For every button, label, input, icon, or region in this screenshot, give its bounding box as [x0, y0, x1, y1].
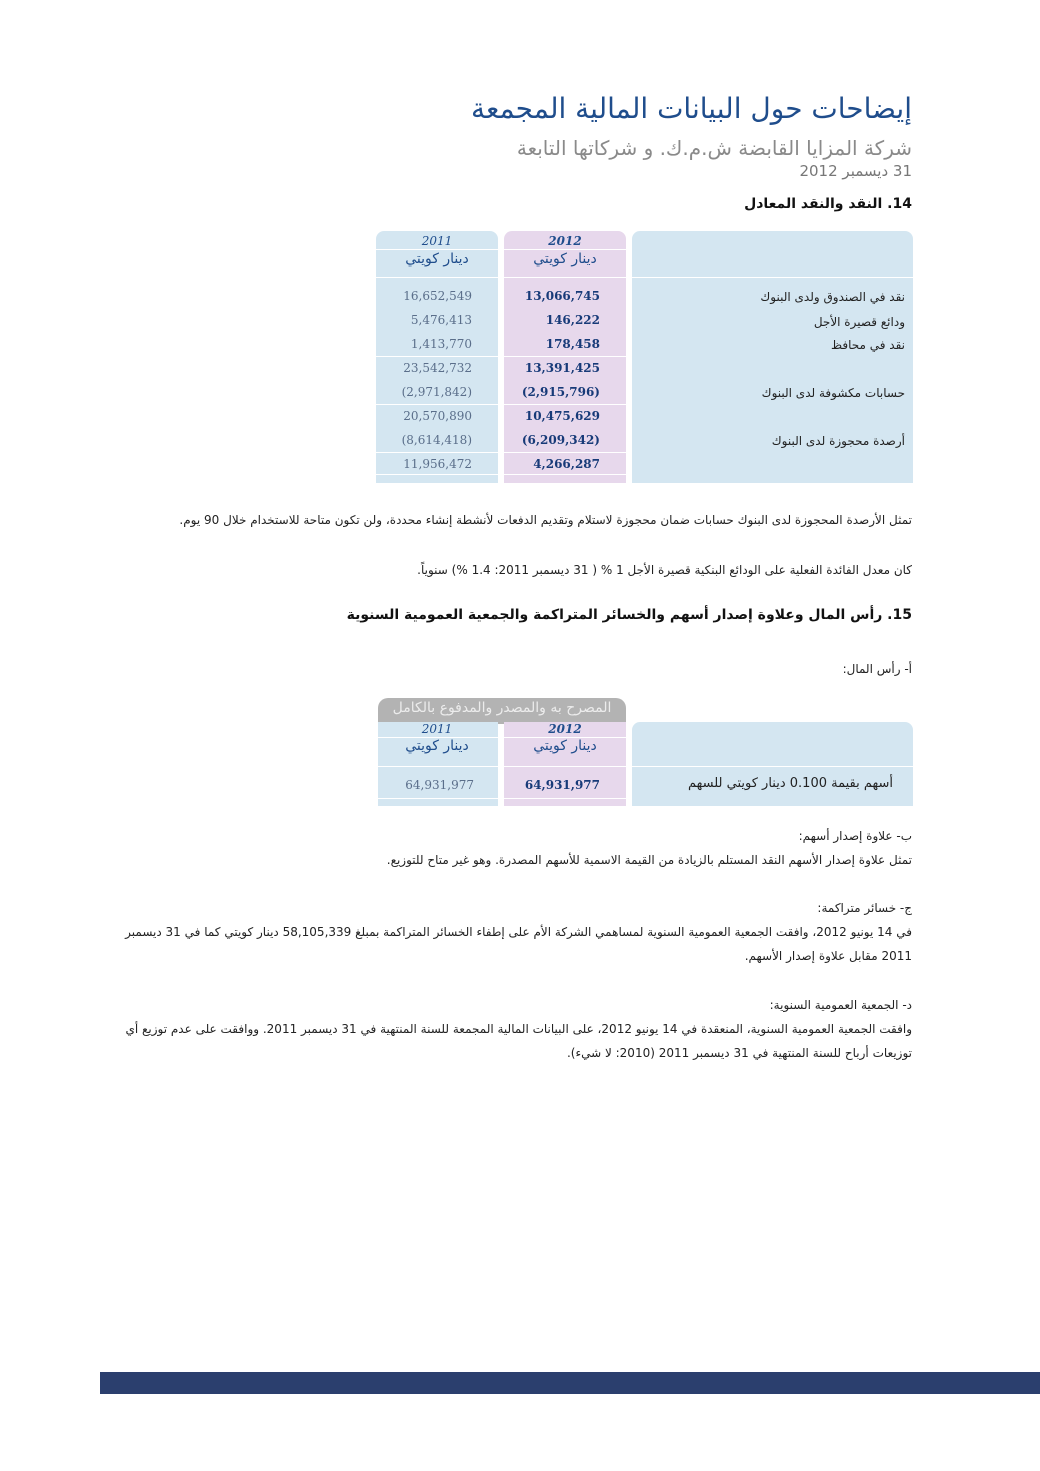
cell-2012: 178,458: [545, 337, 600, 351]
cell-2012: 10,475,629: [524, 409, 600, 423]
cell-2011: 1,413,770: [410, 337, 472, 351]
share-premium-label: ب- علاوة إصدار أسهم:: [798, 829, 912, 843]
row-label: ودائع قصيرة الأجل: [813, 315, 905, 329]
group-header: المصرح به والمصدر والمدفوع بالكامل: [392, 700, 612, 716]
column-labels: [632, 722, 913, 806]
cell-2011: 64,931,977: [405, 778, 474, 792]
divider: [376, 277, 913, 278]
divider: [376, 737, 626, 738]
cell-2012: 146,222: [545, 313, 600, 327]
cell-2011: 23,542,732: [403, 361, 472, 375]
year-2011-header: 2011: [421, 722, 453, 736]
divider: [376, 798, 626, 799]
cell-2012: 4,266,287: [533, 457, 600, 471]
year-2012-header: 2012: [548, 722, 582, 736]
divider: [376, 404, 626, 405]
accumulated-losses-label: ج- خسائر متراكمة:: [817, 901, 912, 915]
accumulated-losses-text-1: في 14 يونيو 2012، وافقت الجمعية العمومية السنوية لمساهمي الشركة الأم على إطفاء الخسائر المتراكمة بمبلغ 58,105,339 دينار كويتي كما في 31 ديسمبر: [125, 925, 912, 939]
section-15-heading: 15. رأس المال وعلاوة إصدار أسهم والخسائر المتراكمة والجمعية العمومية السنوية: [346, 607, 912, 623]
currency-2011: دينار كويتي: [405, 738, 469, 754]
divider: [376, 452, 626, 453]
divider: [376, 249, 626, 250]
cell-2012: 64,931,977: [524, 778, 600, 792]
share-premium-text: تمثل علاوة إصدار الأسهم النقد المستلم بالزيادة من القيمة الاسمية للأسهم المصدرة. وهو غير متاح للتوزيع.: [386, 853, 912, 867]
divider: [376, 474, 626, 475]
share-capital-table: [376, 698, 913, 806]
cell-2011: (8,614,418): [401, 433, 472, 447]
accumulated-losses-text-2: 2011 مقابل علاوة إصدار الأسهم.: [744, 949, 912, 963]
row-label: أرصدة محجوزة لدى البنوك: [771, 434, 905, 448]
agm-label: د- الجمعية العمومية السنوية:: [769, 998, 912, 1012]
company-name: شركة المزايا القابضة ش.م.ك. و شركاتها التابعة: [516, 136, 912, 160]
currency-2011: دينار كويتي: [405, 251, 469, 267]
share-capital-label: أ- رأس المال:: [842, 662, 912, 676]
divider: [376, 356, 626, 357]
cell-2011: (2,971,842): [401, 385, 472, 399]
interest-rate-note: كان معدل الفائدة الفعلية على الودائع البنكية قصيرة الأجل 1 % ( 31 ديسمبر 2011: 1.4 %) سنوياً.: [417, 563, 912, 577]
cell-2012: (2,915,796): [521, 385, 600, 399]
page-title: إيضاحات حول البيانات المالية المجمعة: [470, 92, 912, 125]
row-label: نقد في الصندوق ولدى البنوك: [760, 290, 905, 304]
section-14-heading: 14. النقد والنقد المعادل: [744, 196, 912, 212]
row-label: أسهم بقيمة 0.100 دينار كويتي للسهم: [688, 776, 893, 791]
agm-text-2: توزيعات أرباح للسنة المنتهية في 31 ديسمبر 2011 (2010: لا شيء).: [566, 1046, 912, 1060]
agm-text-1: وافقت الجمعية العمومية السنوية، المنعقدة في 14 يونيو 2012، على البيانات المالية المجمعة للسنة المنتهية في 31 ديسمبر 2011. ووافقت على عدم توزيع أي: [125, 1022, 912, 1036]
cash-table: [376, 231, 913, 483]
currency-2012: دينار كويتي: [533, 738, 597, 754]
row-label: نقد في محافظ: [830, 338, 905, 352]
currency-2012: دينار كويتي: [533, 251, 597, 267]
cell-2011: 20,570,890: [403, 409, 472, 423]
cell-2011: 5,476,413: [410, 313, 472, 327]
cell-2011: 11,956,472: [403, 457, 472, 471]
cell-2011: 16,652,549: [403, 289, 472, 303]
divider: [376, 766, 913, 767]
cell-2012: 13,391,425: [524, 361, 600, 375]
cell-2012: (6,209,342): [521, 433, 600, 447]
year-2011-header: 2011: [421, 234, 453, 248]
row-label: حسابات مكشوفة لدى البنوك: [761, 386, 905, 400]
footer-bar: [100, 1372, 1040, 1394]
year-2012-header: 2012: [548, 234, 582, 248]
cell-2012: 13,066,745: [524, 289, 600, 303]
report-date: 31 ديسمبر 2012: [799, 162, 912, 180]
restricted-balances-note: تمثل الأرصدة المحجوزة لدى البنوك حسابات ضمان محجوزة لاستلام وتقديم الدفعات لأنشطة إنشاء محددة، ولن تكون متاحة للاستخدام خلال 90 يوم.: [179, 513, 912, 527]
